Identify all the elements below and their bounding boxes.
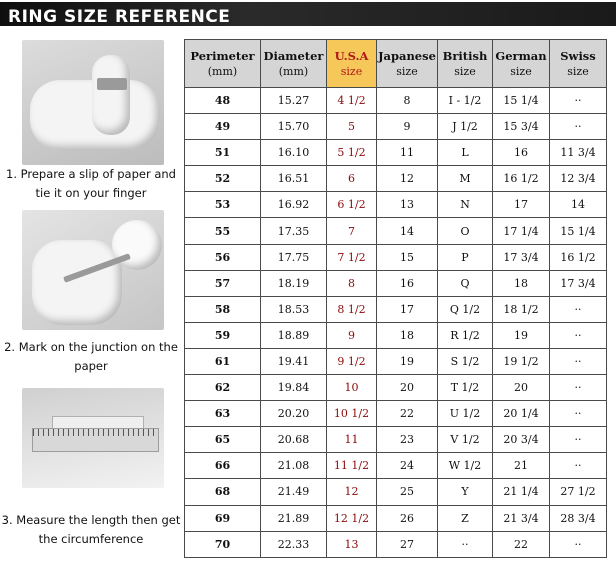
hand-shape (32, 240, 122, 325)
table-cell: 18.19 (261, 270, 327, 296)
table-cell: 20.20 (261, 401, 327, 427)
table-cell: 19 (377, 348, 438, 374)
table-cell: 16 (377, 270, 438, 296)
finger-shape (92, 55, 130, 135)
table-row (185, 375, 607, 401)
table-cell: 9 (377, 114, 438, 140)
table-cell: 14 (377, 218, 438, 244)
table-cell: 5 1/2 (327, 140, 377, 166)
table-cell: ·· (550, 375, 607, 401)
table-cell: 27 1/2 (550, 479, 607, 505)
table-cell: 62 (185, 375, 261, 401)
table-row (185, 296, 607, 322)
table-cell: 21.49 (261, 479, 327, 505)
table-cell: ·· (438, 531, 493, 557)
measure-ruler-photo (22, 388, 164, 488)
table-cell: 17 3/4 (493, 244, 550, 270)
table-cell: 55 (185, 218, 261, 244)
table-cell: 49 (185, 114, 261, 140)
table-cell: 59 (185, 322, 261, 348)
table-cell: 6 (327, 166, 377, 192)
table-cell: 22 (377, 401, 438, 427)
column-header-name: Diameter (263, 48, 324, 63)
paper-strip (97, 78, 127, 90)
table-row (185, 453, 607, 479)
table-cell: 15 1/4 (550, 218, 607, 244)
table-row (185, 479, 607, 505)
table-row (185, 270, 607, 296)
table-row (185, 348, 607, 374)
column-header-unit: size (567, 64, 589, 78)
table-cell: 68 (185, 479, 261, 505)
table-row (185, 244, 607, 270)
table-row (185, 427, 607, 453)
table-cell: ·· (550, 348, 607, 374)
table-cell: 11 3/4 (550, 140, 607, 166)
table-cell: 53 (185, 192, 261, 218)
table-cell: 19.41 (261, 348, 327, 374)
table-cell: ·· (550, 531, 607, 557)
table-cell: ·· (550, 453, 607, 479)
table-cell: 17 (377, 296, 438, 322)
column-header (327, 40, 377, 88)
table-cell: 21 3/4 (493, 505, 550, 531)
instructions-column (0, 30, 182, 564)
table-cell: 21 1/4 (493, 479, 550, 505)
table-cell: 21.08 (261, 453, 327, 479)
table-cell: 11 1/2 (327, 453, 377, 479)
column-header (550, 40, 607, 88)
table-cell: 17 3/4 (550, 270, 607, 296)
table-cell: 18.53 (261, 296, 327, 322)
column-header-name: British (442, 48, 488, 63)
table-body (185, 88, 607, 558)
table-cell: 13 (327, 531, 377, 557)
table-cell: 15 1/4 (493, 88, 550, 114)
step-3-text: 3. Measure the length then get the circumference (1, 513, 181, 546)
table-cell: 7 (327, 218, 377, 244)
table-cell: 22.33 (261, 531, 327, 557)
table-cell: 12 (377, 166, 438, 192)
header (0, 0, 616, 28)
table-cell: Z (438, 505, 493, 531)
column-header (438, 40, 493, 88)
table-cell: ·· (550, 401, 607, 427)
table-cell: 65 (185, 427, 261, 453)
table-cell: 24 (377, 453, 438, 479)
table-cell: W 1/2 (438, 453, 493, 479)
table-cell: 18.89 (261, 322, 327, 348)
table-row (185, 114, 607, 140)
column-header-name: German (495, 48, 547, 63)
table-cell: Y (438, 479, 493, 505)
table-cell: 20 1/4 (493, 401, 550, 427)
table-cell: 16 1/2 (550, 244, 607, 270)
finger-wrap-photo (22, 40, 164, 165)
column-header-name: Perimeter (190, 48, 255, 63)
table-cell: ·· (550, 322, 607, 348)
mark-junction-photo (22, 210, 164, 330)
table-cell: 14 (550, 192, 607, 218)
table-cell: 61 (185, 348, 261, 374)
table-cell: 63 (185, 401, 261, 427)
column-header-unit: (mm) (207, 64, 238, 78)
column-header (493, 40, 550, 88)
table-cell: 18 (377, 322, 438, 348)
table-cell: 20 (493, 375, 550, 401)
table-cell: 15 (377, 244, 438, 270)
table-row (185, 505, 607, 531)
table-cell: 20 3/4 (493, 427, 550, 453)
table-row (185, 88, 607, 114)
table-cell: 16 1/2 (493, 166, 550, 192)
table-cell: 66 (185, 453, 261, 479)
table-cell: L (438, 140, 493, 166)
ring-size-table (184, 39, 607, 558)
table-cell: 12 (327, 479, 377, 505)
table-cell: 16.92 (261, 192, 327, 218)
column-header-name: Japanese (378, 48, 436, 63)
table-cell: 20.68 (261, 427, 327, 453)
column-header (377, 40, 438, 88)
table-cell: 22 (493, 531, 550, 557)
table-cell: 6 1/2 (327, 192, 377, 218)
table-row (185, 322, 607, 348)
table-cell: Q 1/2 (438, 296, 493, 322)
table-cell: 15.70 (261, 114, 327, 140)
table-cell: 5 (327, 114, 377, 140)
table-cell: 17.35 (261, 218, 327, 244)
table-row (185, 192, 607, 218)
table-cell: 16.10 (261, 140, 327, 166)
column-header-unit: size (510, 64, 532, 78)
table-cell: U 1/2 (438, 401, 493, 427)
table-cell: 58 (185, 296, 261, 322)
header-bar (0, 2, 616, 26)
table-cell: T 1/2 (438, 375, 493, 401)
size-table-container (184, 39, 606, 557)
table-row (185, 531, 607, 557)
table-cell: 21.89 (261, 505, 327, 531)
step-1-text: 1. Prepare a slip of paper and tie it on your finger (6, 167, 176, 200)
table-cell: 19 (493, 322, 550, 348)
table-cell: R 1/2 (438, 322, 493, 348)
table-cell: 12 1/2 (327, 505, 377, 531)
table-cell: V 1/2 (438, 427, 493, 453)
table-cell: N (438, 192, 493, 218)
table-cell: 10 (327, 375, 377, 401)
table-cell: 20 (377, 375, 438, 401)
table-cell: 7 1/2 (327, 244, 377, 270)
table-cell: 48 (185, 88, 261, 114)
table-cell: O (438, 218, 493, 244)
table-cell: 23 (377, 427, 438, 453)
table-cell: 26 (377, 505, 438, 531)
table-cell: ·· (550, 427, 607, 453)
table-row (185, 140, 607, 166)
table-cell: 18 (493, 270, 550, 296)
table-cell: 4 1/2 (327, 88, 377, 114)
table-cell: 11 (377, 140, 438, 166)
table-cell: 9 (327, 322, 377, 348)
table-cell: P (438, 244, 493, 270)
table-cell: 52 (185, 166, 261, 192)
table-cell: S 1/2 (438, 348, 493, 374)
table-cell: 57 (185, 270, 261, 296)
step-2-text: 2. Mark on the junction on the paper (4, 340, 178, 373)
table-cell: 51 (185, 140, 261, 166)
table-cell: 16 (493, 140, 550, 166)
table-cell: 56 (185, 244, 261, 270)
table-cell: 8 (327, 270, 377, 296)
table-cell: 18 1/2 (493, 296, 550, 322)
column-header-unit: size (454, 64, 476, 78)
table-cell: 8 (377, 88, 438, 114)
column-header-name: U.S.A (334, 48, 369, 63)
page-title: RING SIZE REFERENCE (8, 7, 231, 27)
table-cell: 69 (185, 505, 261, 531)
ruler-shape (32, 428, 159, 452)
table-cell: Q (438, 270, 493, 296)
table-cell: 10 1/2 (327, 401, 377, 427)
table-row (185, 401, 607, 427)
table-cell: 9 1/2 (327, 348, 377, 374)
table-cell: 17 (493, 192, 550, 218)
table-row (185, 166, 607, 192)
table-cell: 8 1/2 (327, 296, 377, 322)
table-cell: 17 1/4 (493, 218, 550, 244)
table-cell: 28 3/4 (550, 505, 607, 531)
table-cell: ·· (550, 88, 607, 114)
table-cell: 27 (377, 531, 438, 557)
table-cell: J 1/2 (438, 114, 493, 140)
column-header-unit: (mm) (278, 64, 309, 78)
table-cell: 21 (493, 453, 550, 479)
table-cell: ·· (550, 296, 607, 322)
table-cell: 17.75 (261, 244, 327, 270)
column-header (185, 40, 261, 88)
column-header-unit: size (340, 64, 363, 78)
table-cell: 16.51 (261, 166, 327, 192)
column-header-name: Swiss (560, 48, 596, 63)
table-row (185, 218, 607, 244)
table-cell: 19.84 (261, 375, 327, 401)
table-cell: 25 (377, 479, 438, 505)
column-header (261, 40, 327, 88)
table-cell: 70 (185, 531, 261, 557)
table-cell: 11 (327, 427, 377, 453)
table-cell: 15.27 (261, 88, 327, 114)
table-cell: I - 1/2 (438, 88, 493, 114)
table-cell: 12 3/4 (550, 166, 607, 192)
table-cell: 19 1/2 (493, 348, 550, 374)
table-cell: 15 3/4 (493, 114, 550, 140)
table-header-row (185, 40, 607, 88)
table-cell: 13 (377, 192, 438, 218)
table-cell: ·· (550, 114, 607, 140)
column-header-unit: size (396, 64, 418, 78)
table-cell: M (438, 166, 493, 192)
